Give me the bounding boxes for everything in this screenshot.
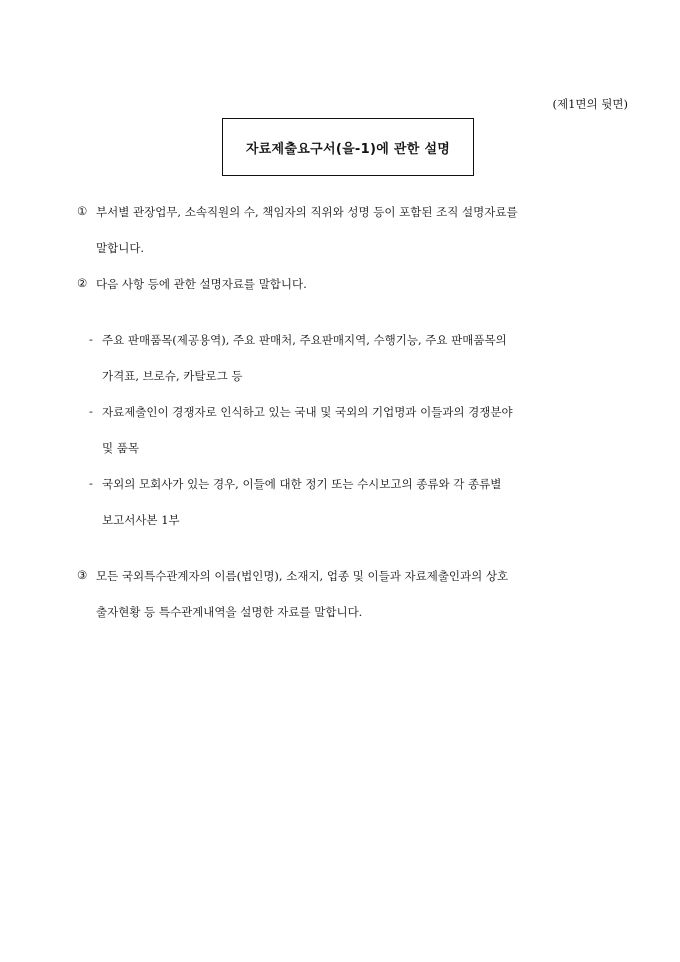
item-3-text: 모든 국외특수관계자의 이름(법인명), 소재지, 업종 및 이들과 자료제출인과의 상호 [96,569,509,583]
sub-item-3-text: 국외의 모회사가 있는 경우, 이들에 대한 정기 또는 수시보고의 종류와 각 종류별 [102,477,502,491]
item-1-continuation: 말합니다. [96,241,145,255]
sub-item-1-marker: - [89,332,93,346]
sub-item-3-marker: - [89,476,93,490]
item-3-continuation: 출자현황 등 특수관계내역을 설명한 자료를 말합니다. [96,605,363,619]
item-3-marker: ③ [77,568,88,582]
item-1-text: 부서별 관장업무, 소속직원의 수, 책임자의 직위와 성명 등이 포함된 조직 설명자료를 [96,205,518,219]
sub-item-3-continuation: 보고서사본 1부 [102,513,180,527]
sub-item-1-text: 주요 판매품목(제공용역), 주요 판매처, 주요판매지역, 수행기능, 주요 판매품목의 [102,333,507,347]
sub-item-2-text: 자료제출인이 경쟁자로 인식하고 있는 국내 및 국외의 기업명과 이들과의 경쟁분야 [102,405,513,419]
document-title: 자료제출요구서(을-1)에 관한 설명 [245,141,451,157]
sub-item-2-marker: - [89,404,93,418]
item-2-text: 다음 사항 등에 관한 설명자료를 말합니다. [96,277,307,291]
item-2-marker: ② [77,276,88,290]
sub-item-1-continuation: 가격표, 브로슈, 카탈로그 등 [102,369,243,383]
item-1-marker: ① [77,204,88,218]
sub-item-2-continuation: 및 품목 [102,441,139,455]
title-box [222,118,474,176]
page-note: (제1면의 뒷면) [552,97,628,111]
